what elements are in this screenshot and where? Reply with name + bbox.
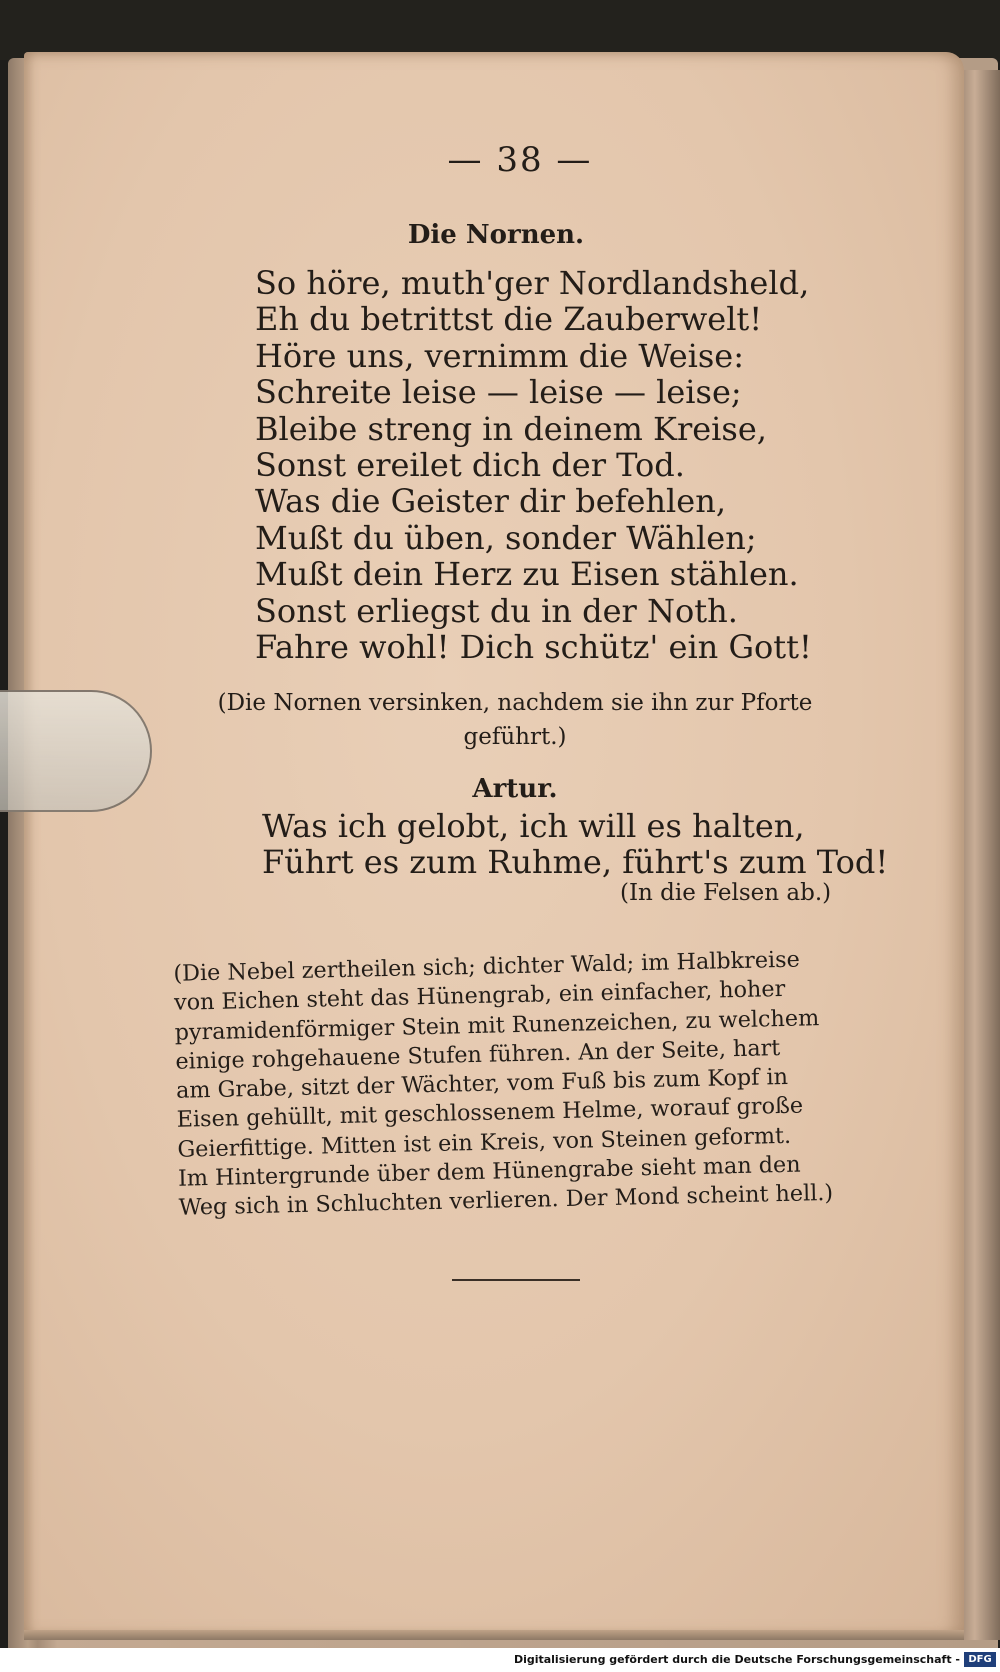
stage-direction-line: geführt.): [463, 724, 567, 750]
scene-description: [173, 944, 863, 1223]
verse-line: Höre uns, vernimm die Weise:: [255, 336, 744, 375]
verse-nornen: [255, 265, 815, 665]
verse-line: Mußt du üben, sonder Wählen;: [255, 518, 757, 557]
scene-line: Im Hintergrunde über dem Hünengrabe sieht man den: [177, 1151, 801, 1192]
dfg-logo: DFG: [964, 1652, 996, 1667]
verse-line: Fahre wohl! Dich schütz' ein Gott!: [255, 628, 812, 667]
scene-line: Geierfittige. Mitten ist ein Kreis, von Steinen geformt.: [177, 1122, 792, 1163]
verse-line: Mußt dein Herz zu Eisen stählen.: [255, 555, 799, 594]
speaker-heading-artur: Artur.: [472, 774, 558, 804]
scene-line: am Grabe, sitzt der Wächter, vom Fuß bis zum Kopf in: [175, 1064, 789, 1104]
scene-line: (Die Nebel zertheilen sich; dichter Wald; im Halbkreise: [173, 946, 801, 987]
digitization-credit: Digitalisierung gefördert durch die Deutsche Forschungsgemeinschaft -: [513, 1653, 960, 1666]
verse-line: Bleibe streng in deinem Kreise,: [255, 409, 767, 448]
verse-line: Sonst ereilet dich der Tod.: [255, 446, 685, 485]
speaker-heading-nornen: Die Nornen.: [407, 220, 585, 250]
section-divider: [452, 1279, 580, 1281]
verse-line: Was die Geister dir befehlen,: [255, 482, 726, 521]
footer-bar: [0, 1648, 1000, 1672]
verse-line: Sonst erliegst du in der Noth.: [255, 591, 738, 630]
page-number: — 38 —: [447, 140, 593, 180]
scene-line: Weg sich in Schluchten verlieren. Der Mond scheint hell.): [178, 1180, 834, 1222]
scene-line: Eisen gehüllt, mit geschlossenem Helme, worauf große: [176, 1093, 804, 1134]
verse-line: Führt es zum Ruhme, führt's zum Tod!: [262, 843, 889, 882]
verse-line: Schreite leise — leise — leise;: [255, 373, 742, 412]
verse-artur: [262, 807, 889, 882]
scene-line: von Eichen steht das Hünengrab, ein einfacher, hoher: [173, 976, 786, 1017]
scene-line: pyramidenförmiger Stein mit Runenzeichen, zu welchem: [174, 1004, 820, 1046]
exit-direction: (In die Felsen ab.): [620, 880, 832, 906]
stage-direction-line: (Die Nornen versinken, nachdem sie ihn zur Pforte: [217, 690, 813, 716]
stage-direction: [200, 686, 830, 754]
verse-line: Eh du betrittst die Zauberwelt!: [255, 300, 763, 339]
verse-line: Was ich gelobt, ich will es halten,: [262, 807, 805, 845]
verse-line: So höre, muth'ger Nordlandsheld,: [255, 264, 810, 302]
scene-line: einige rohgehauene Stufen führen. An der Seite, hart: [175, 1034, 781, 1075]
